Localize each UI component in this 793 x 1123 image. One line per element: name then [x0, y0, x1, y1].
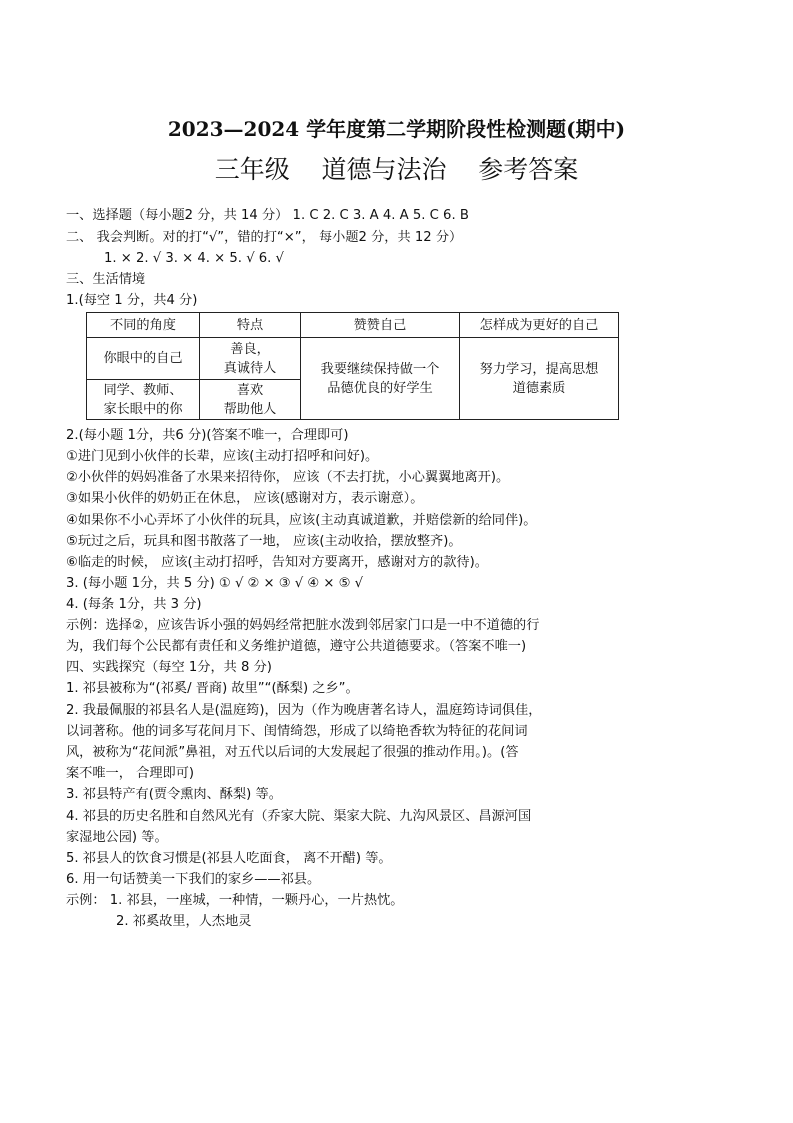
section-2-answers: 1. × 2. √ 3. × 4. × 5. √ 6. √ [104, 251, 284, 266]
section-4-line: 6. 用一句话赞美一下我们的家乡——祁县。 [66, 872, 321, 887]
praise-line: 我要继续保持做一个 [320, 361, 440, 377]
section-3-heading: 三、生活情境 [66, 272, 146, 287]
section-4-line: 风，被称为“花间派”鼻祖，对五代以后词的大发展起了很强的推动作用。)。(答 [66, 745, 519, 760]
table-cell-praise [301, 338, 460, 420]
section-4-heading: 四、实践探究（每空 1分，共 8 分) [66, 660, 272, 675]
table-cell-trait [200, 380, 301, 420]
better-line: 道德素质 [512, 380, 566, 396]
table-row [87, 338, 619, 380]
table-header-row [87, 313, 619, 338]
list-item: ⑥临走的时候， 应该(主动打招呼，告知对方要离开，感谢对方的款待)。 [66, 555, 488, 570]
trait-line: 帮助他人 [223, 401, 277, 417]
list-item: ①进门见到小伙伴的长辈，应该(主动打招呼和问好)。 [66, 449, 379, 464]
table-cell-angle [87, 380, 200, 420]
table-cell-trait [200, 338, 301, 380]
trait-line: 喜欢 [236, 382, 264, 398]
section-4-line: 2. 祁奚故里，人杰地灵 [116, 914, 252, 929]
table-header-cell: 特点 [200, 313, 301, 338]
section-4-line: 3. 祁县特产有(贾令熏肉、酥梨) 等。 [66, 787, 282, 802]
table-header-cell: 赞赞自己 [301, 313, 460, 338]
section-3-q4-heading: 4. (每条 1分，共 3 分) [66, 597, 202, 612]
list-item: ③如果小伙伴的奶奶正在休息， 应该(感谢对方，表示谢意）。 [66, 491, 424, 506]
page-title: 2023—2024 学年度第二学期阶段性检测题(期中) [167, 117, 626, 141]
praise-line: 品德优良的好学生 [327, 380, 433, 396]
page-subtitle: 三年级 道德与法治 参考答案 [214, 155, 579, 184]
section-2-heading: 二、 我会判断。对的打“√”，错的打“×”， 每小题2 分，共 12 分） [66, 230, 463, 245]
angle-line: 同学、教师、 [103, 382, 183, 398]
section-3-q1-heading: 1.(每空 1 分，共4 分) [66, 293, 198, 308]
section-4-line: 以词著称。他的词多写花间月下、闺情绮怨，形成了以绮艳香软为特征的花间词 [66, 724, 528, 739]
section-3-q2-heading: 2.(每小题 1分，共6 分)(答案不唯一，合理即可) [66, 428, 349, 443]
section-4-line: 案不唯一， 合理即可) [66, 766, 195, 781]
section-1-choice-answers: 一、选择题（每小题2 分，共 14 分） 1. C 2. C 3. A 4. A 5. C 6. B [66, 208, 469, 223]
section-3-q4-example-line: 示例：选择②，应该告诉小强的妈妈经常把脏水泼到邻居家门口是一中不道德的行 [66, 618, 540, 633]
section-3-q4-example-line: 为，我们每个公民都有责任和义务维护道德，遵守公共道德要求。（答案不唯一) [66, 639, 527, 654]
better-line: 努力学习，提高思想 [479, 361, 599, 377]
section-3-q3-answers: 3. (每小题 1分，共 5 分) ① √ ② × ③ √ ④ × ⑤ √ [66, 576, 364, 591]
list-item: ⑤玩过之后，玩具和图书散落了一地， 应该(主动收拾，摆放整齐)。 [66, 534, 462, 549]
section-4-line: 示例： 1. 祁县，一座城，一种情，一颗丹心，一片热忱。 [66, 893, 404, 908]
table-header-cell: 怎样成为更好的自己 [460, 313, 619, 338]
section-4-line: 家湿地公园) 等。 [66, 830, 168, 845]
table-header-cell: 不同的角度 [87, 313, 200, 338]
table-cell-angle: 你眼中的自己 [87, 338, 200, 380]
section-4-line: 4. 祁县的历史名胜和自然风光有（乔家大院、渠家大院、九沟风景区、昌源河国 [66, 809, 532, 824]
trait-line: 善良， [230, 341, 270, 357]
angle-line: 家长眼中的你 [103, 401, 183, 417]
trait-line: 真诚待人 [223, 360, 277, 376]
list-item: ②小伙伴的妈妈准备了水果来招待你， 应该（不去打扰，小心翼翼地离开)。 [66, 470, 510, 485]
table-cell-better-self [460, 338, 619, 420]
list-item: ④如果你不小心弄坏了小伙伴的玩具，应该(主动真诚道歉，并赔偿新的给同伴)。 [66, 513, 537, 528]
section-4-line: 2. 我最佩服的祁县名人是(温庭筠)，因为（作为晚唐著名诗人，温庭筠诗词俱佳， [66, 703, 542, 718]
self-evaluation-table [86, 312, 619, 420]
section-4-line: 1. 祁县被称为“(祁奚/ 晋商) 故里”“(酥梨) 之乡”。 [66, 681, 359, 696]
section-4-line: 5. 祁县人的饮食习惯是(祁县人吃面食， 离不开醋) 等。 [66, 851, 392, 866]
